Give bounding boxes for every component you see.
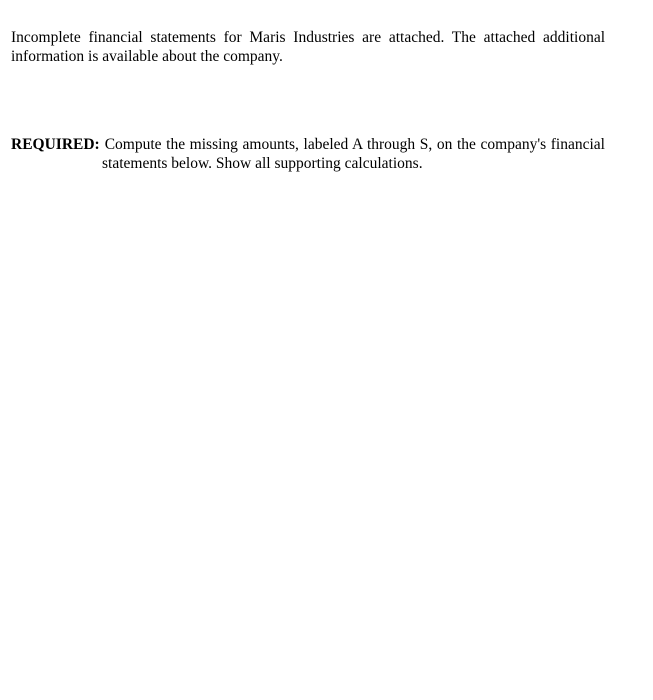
intro-line-1: Incomplete financial statements for Maris Industries are attached. The attached additional <box>11 29 605 46</box>
intro-line-2: information is available about the company. <box>11 48 283 65</box>
required-first-line <box>11 135 605 154</box>
required-paragraph <box>11 135 605 173</box>
intro-paragraph <box>11 28 605 66</box>
required-label: REQUIRED: <box>11 136 100 153</box>
required-text-line-2: statements below. Show all supporting calculations. <box>102 155 423 172</box>
required-text-line-1: Compute the missing amounts, labeled A through S, on the company's financial <box>104 136 605 153</box>
